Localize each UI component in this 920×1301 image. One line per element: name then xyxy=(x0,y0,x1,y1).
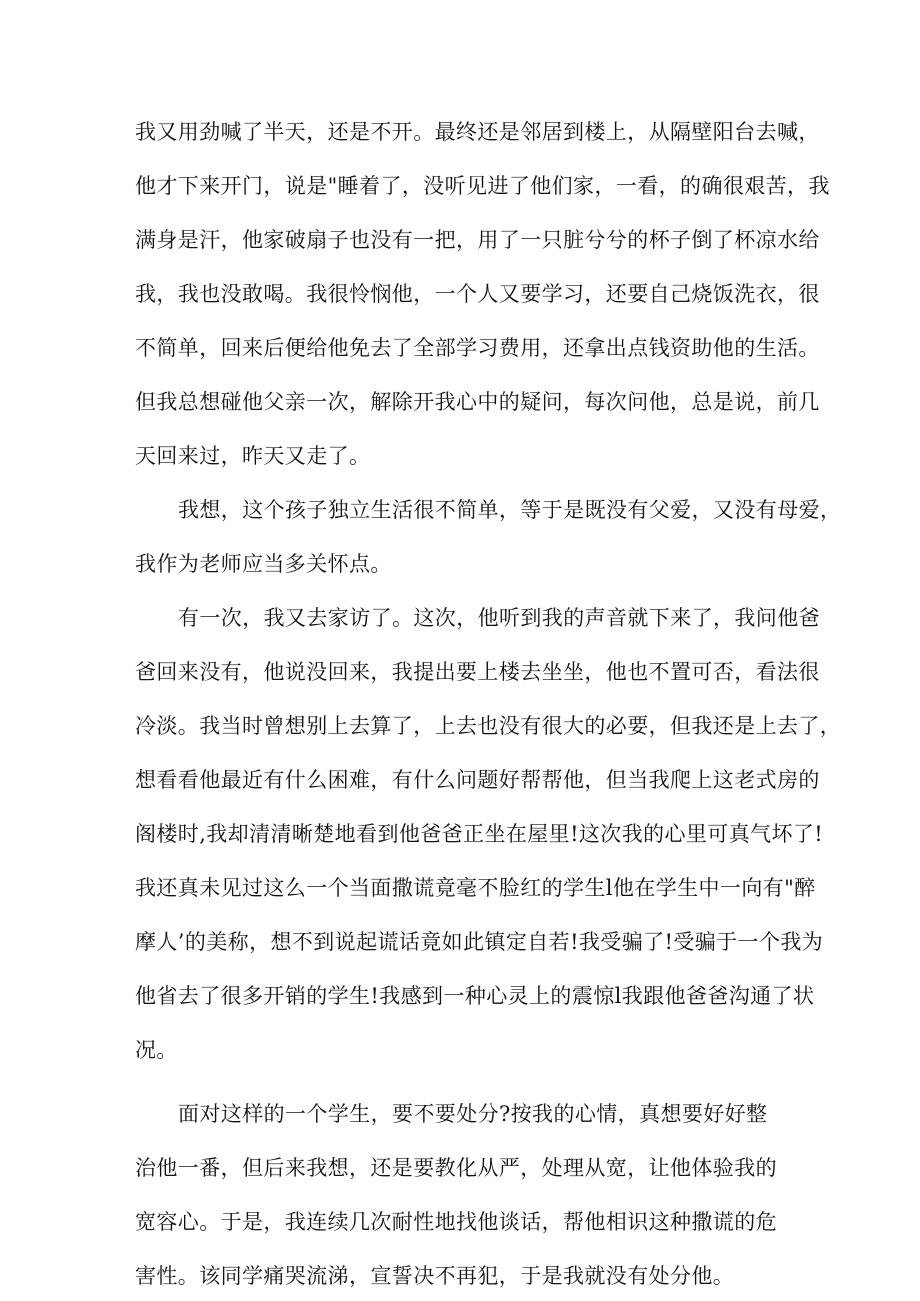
text-line-19: 面对这样的一个学生，要不要处分?按我的心情，真想要好好整 xyxy=(178,1102,768,1126)
text-line-2: 他才下来开门，说是"睡着了，没听见进了他们家，一看，的确很艰苦，我 xyxy=(135,174,830,198)
text-line-6: 但我总想碰他父亲一次，解除开我心中的疑问，每次问他，总是说，前几 xyxy=(135,390,820,414)
text-line-16: 摩人’的美称，想不到说起谎话竟如此镇定自若!我受骗了!受骗于一个我为 xyxy=(135,930,824,954)
text-line-5: 不简单，回来后便给他免去了全部学习费用，还拿出点钱资助他的生活。 xyxy=(135,336,820,360)
text-line-3: 满身是汗，他家破扇子也没有一把，用了一只脏兮兮的杯子倒了杯凉水给 xyxy=(135,228,820,252)
text-line-11: 爸回来没有，他说没回来，我提出要上楼去坐坐，他也不置可否，看法很 xyxy=(135,660,820,684)
text-line-7: 天回来过，昨天又走了。 xyxy=(135,444,371,468)
text-line-8: 我想，这个孩子独立生活很不简单，等于是既没有父爱，又没有母爱， xyxy=(178,498,842,522)
text-line-20: 治他一番，但后来我想，还是要教化从严，处理从宽，让他体验我的 xyxy=(135,1156,777,1180)
text-line-13: 想看看他最近有什么困难，有什么问题好帮帮他，但当我爬上这老式房的 xyxy=(135,768,820,792)
text-line-10: 有一次，我又去家访了。这次，他听到我的声音就下来了，我问他爸 xyxy=(178,606,820,630)
text-line-17: 他省去了很多开销的学生!我感到一种心灵上的震惊l我跟他爸爸沟通了状 xyxy=(135,984,815,1008)
text-line-18: 况。 xyxy=(135,1038,178,1062)
text-line-14: 阁楼时,我却清清晰楚地看到他爸爸正坐在屋里!这次我的心里可真气坏了! xyxy=(135,822,824,846)
text-line-4: 我，我也没敢喝。我很怜悯他，一个人又要学习，还要自己烧饭洗衣，很 xyxy=(135,282,820,306)
text-line-22: 害性。该同学痛哭流涕，宣誓决不再犯，于是我就没有处分他。 xyxy=(135,1264,735,1288)
text-line-21: 宽容心。于是，我连续几次耐性地找他谈话，帮他相识这种撒谎的危 xyxy=(135,1210,777,1234)
text-line-15: 我还真未见过这么一个当面撒谎竟毫不脸红的学生l他在学生中一向有"醉 xyxy=(135,876,816,900)
text-line-1: 我又用劲喊了半天，还是不开。最终还是邻居到楼上，从隔壁阳台去喊， xyxy=(135,120,820,144)
text-line-9: 我作为老师应当多关怀点。 xyxy=(135,552,392,576)
text-line-12: 冷淡。我当时曾想别上去算了，上去也没有很大的必要，但我还是上去了， xyxy=(135,714,842,738)
